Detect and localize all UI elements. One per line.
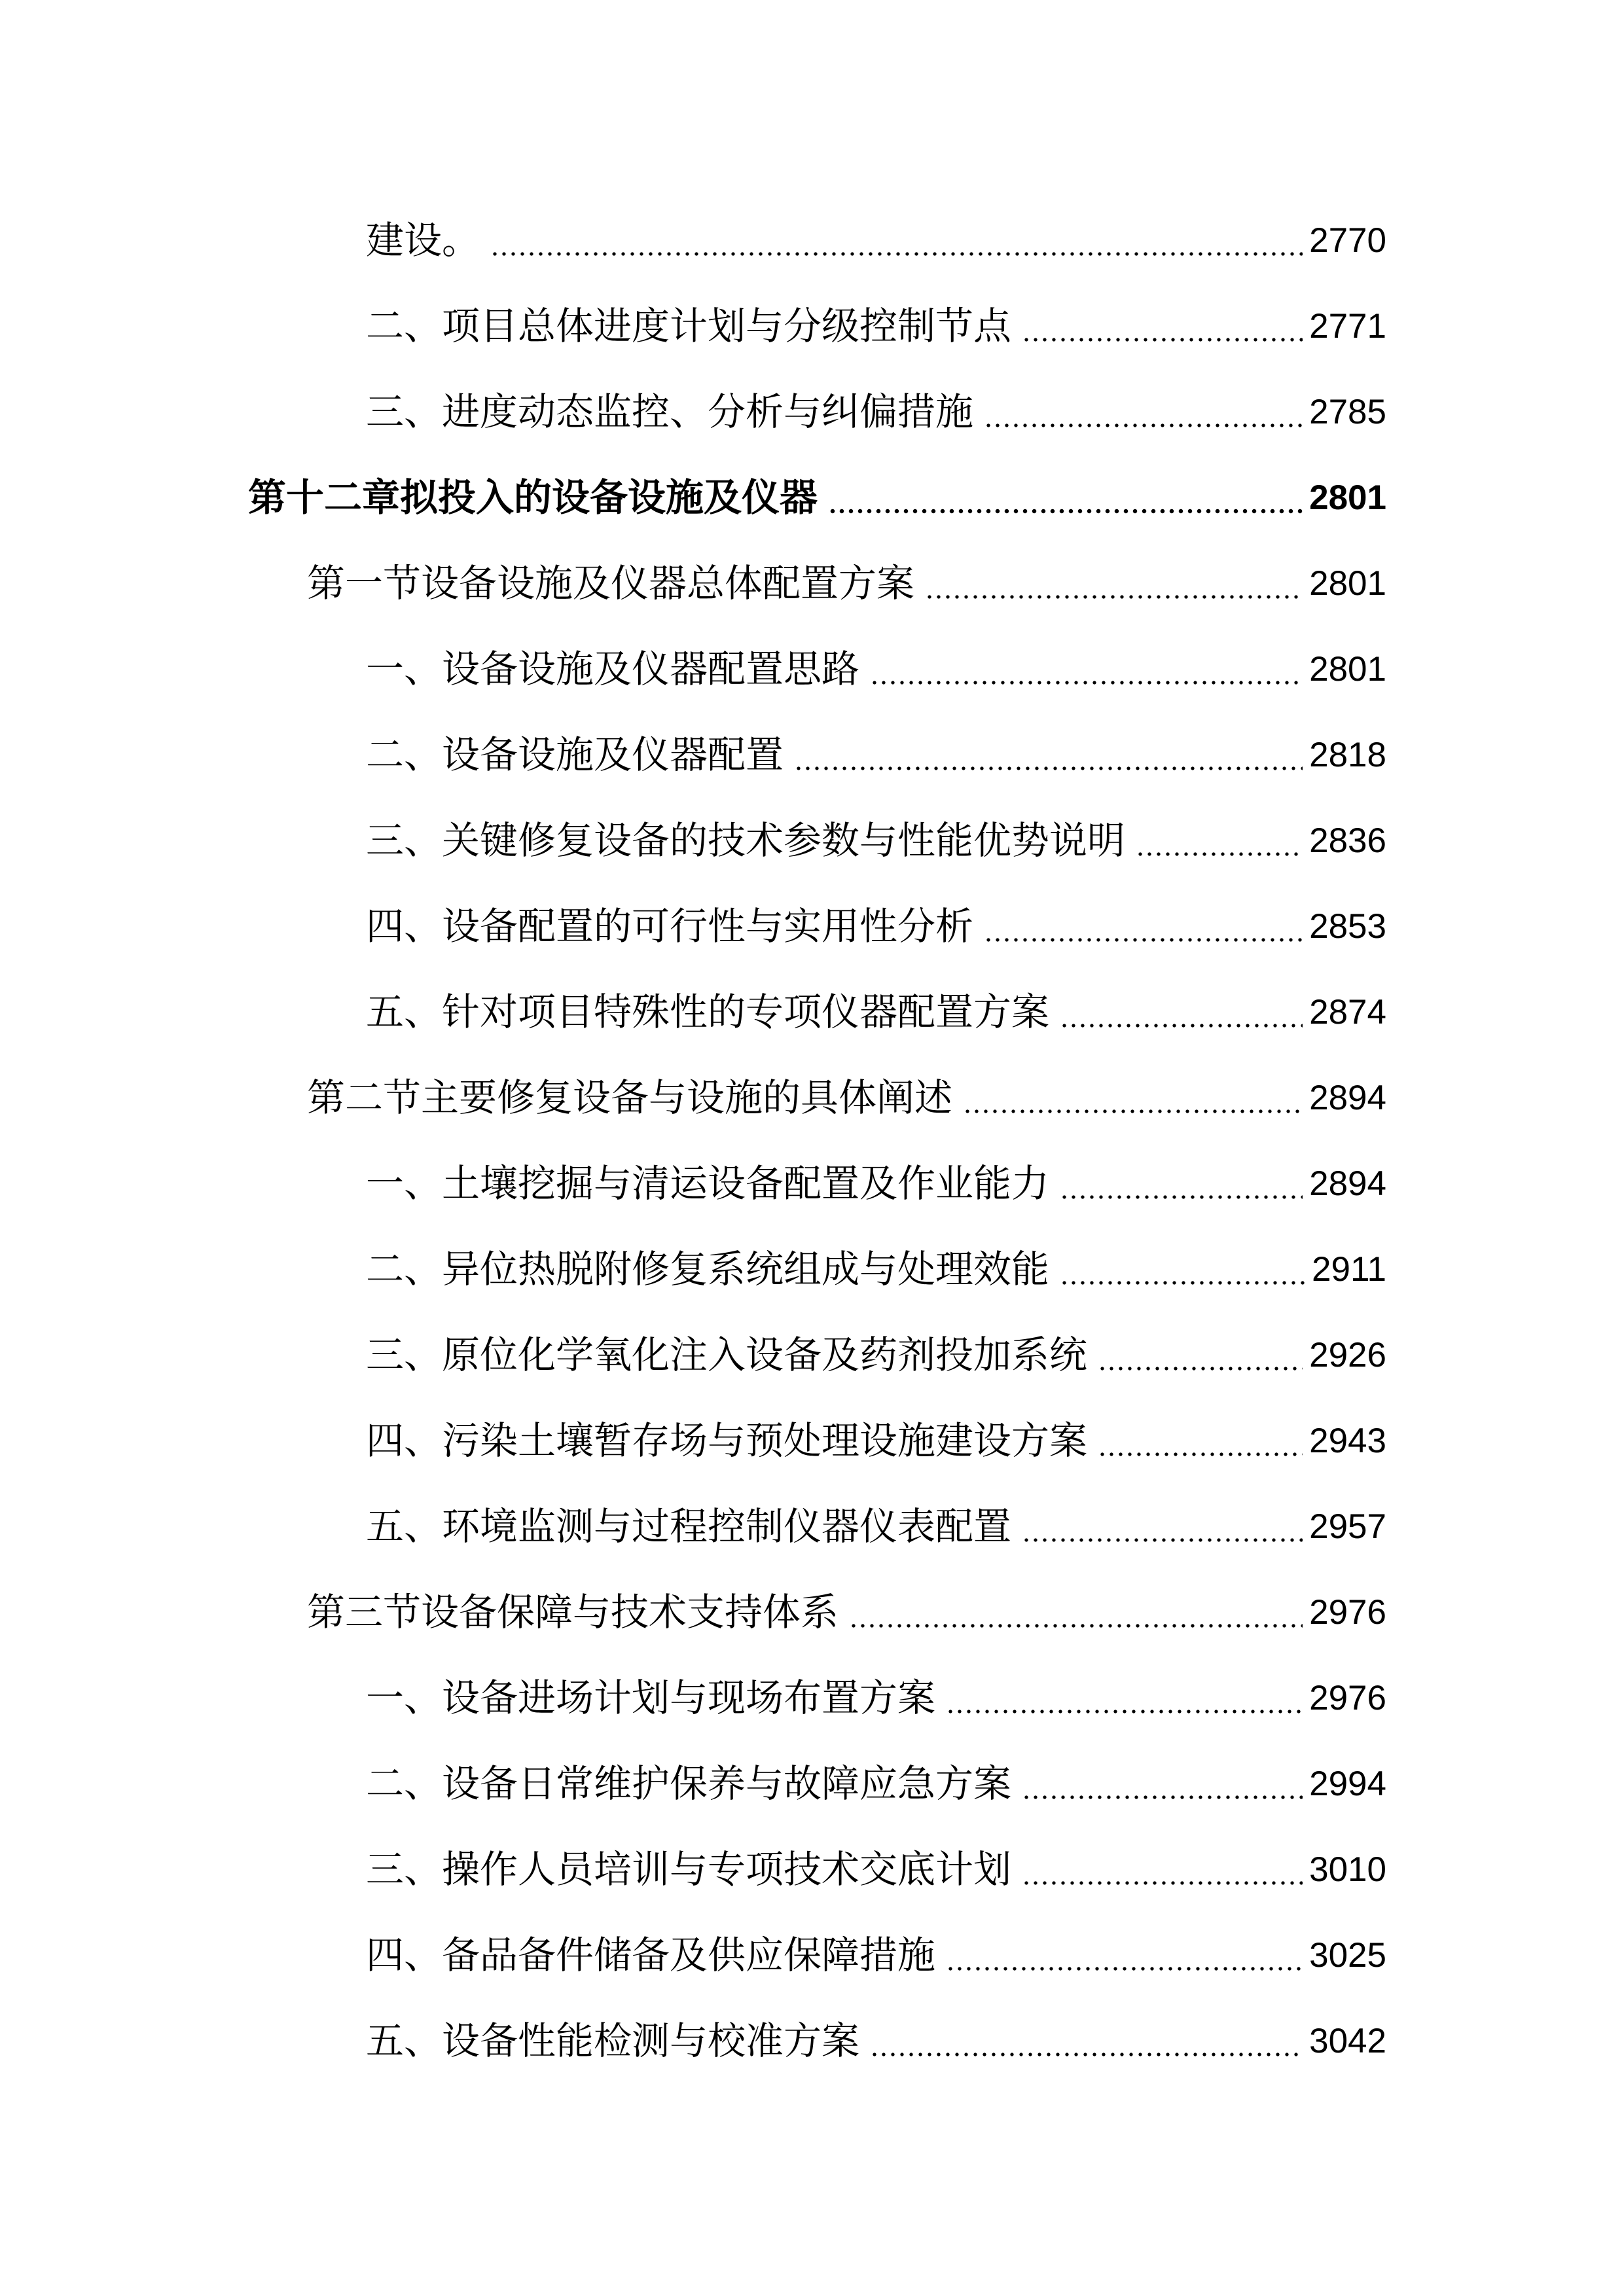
toc-section-page: 2976 xyxy=(1309,1592,1386,1632)
toc-dot-leader xyxy=(1136,822,1303,860)
toc-dot-leader xyxy=(984,393,1303,431)
toc-dot-leader xyxy=(963,1079,1303,1117)
toc-dot-leader xyxy=(870,651,1303,689)
toc-entry-page: 2957 xyxy=(1309,1507,1386,1546)
toc-entry-title: 二、异位热脱附修复系统组成与处理效能 xyxy=(366,1247,1050,1291)
toc-chapter-entry xyxy=(0,455,1386,541)
toc-entry-title: 三、关键修复设备的技术参数与性能优势说明 xyxy=(366,819,1126,862)
toc-entry xyxy=(0,884,1386,969)
toc-dot-leader xyxy=(1060,1251,1305,1289)
toc-entry-title: 五、针对项目特殊性的专项仪器配置方案 xyxy=(366,990,1050,1033)
toc-entry xyxy=(0,1998,1386,2084)
toc-entry-page: 2836 xyxy=(1309,821,1386,860)
toc-section-title: 第三节设备保障与技术支持体系 xyxy=(307,1590,839,1634)
toc-entry-title: 一、设备设施及仪器配置思路 xyxy=(366,647,860,691)
toc-dot-leader xyxy=(946,1679,1303,1717)
toc-entry-page: 3042 xyxy=(1309,2021,1386,2060)
toc-entry-page: 2785 xyxy=(1309,392,1386,431)
toc-entry-title: 三、操作人员培训与专项技术交底计划 xyxy=(366,1848,1012,1891)
toc-entry xyxy=(0,1484,1386,1570)
toc-dot-leader xyxy=(925,565,1303,603)
toc-section-page: 2801 xyxy=(1309,564,1386,603)
toc-dot-leader xyxy=(828,479,1303,517)
toc-entry-page: 2853 xyxy=(1309,906,1386,946)
toc-entry-page: 3010 xyxy=(1309,1850,1386,1889)
toc-entry xyxy=(0,626,1386,712)
toc-entry xyxy=(0,1655,1386,1741)
toc-dot-leader xyxy=(794,736,1303,774)
toc-entry-page: 2801 xyxy=(1309,649,1386,689)
toc-dot-leader xyxy=(870,2022,1303,2060)
toc-entry-title: 四、设备配置的可行性与实用性分析 xyxy=(366,905,974,948)
toc-section-entry xyxy=(0,1055,1386,1141)
toc-entry-page: 2926 xyxy=(1309,1335,1386,1374)
toc-entry xyxy=(0,969,1386,1055)
toc-entry-title: 建设。 xyxy=(366,219,480,262)
toc-entry-title: 四、备品备件储备及供应保障措施 xyxy=(366,1933,936,1977)
toc-dot-leader xyxy=(1022,1508,1303,1546)
toc-entry-page: 2818 xyxy=(1309,735,1386,774)
toc-entry-title: 一、设备进场计划与现场布置方案 xyxy=(366,1676,936,1719)
toc-chapter-title: 第十二章拟投入的设备设施及仪器 xyxy=(248,476,818,519)
toc-entry-title: 四、污染土壤暂存场与预处理设施建设方案 xyxy=(366,1419,1088,1462)
toc-entry-title: 二、项目总体进度计划与分级控制节点 xyxy=(366,304,1012,348)
toc-entry xyxy=(0,283,1386,369)
toc-entry-title: 五、环境监测与过程控制仪器仪表配置 xyxy=(366,1505,1012,1548)
toc-dot-leader xyxy=(1060,1165,1303,1203)
toc-entry-page: 2976 xyxy=(1309,1678,1386,1717)
table-of-contents xyxy=(0,198,1386,2084)
toc-entry-page: 2770 xyxy=(1309,221,1386,260)
toc-entry-page: 2771 xyxy=(1309,306,1386,346)
toc-entry-page: 2911 xyxy=(1312,1249,1386,1289)
toc-entry-page: 2874 xyxy=(1309,992,1386,1031)
toc-entry xyxy=(0,198,1386,283)
toc-entry xyxy=(0,369,1386,455)
toc-entry-title: 二、设备日常维护保养与故障应急方案 xyxy=(366,1762,1012,1805)
toc-entry-title: 一、土壤挖掘与清运设备配置及作业能力 xyxy=(366,1162,1050,1205)
toc-entry xyxy=(0,798,1386,884)
toc-section-page: 2894 xyxy=(1309,1078,1386,1117)
toc-chapter-page: 2801 xyxy=(1309,478,1386,517)
toc-entry-title: 二、设备设施及仪器配置 xyxy=(366,733,784,776)
toc-dot-leader xyxy=(1060,994,1303,1031)
toc-dot-leader xyxy=(1022,1765,1303,1803)
toc-entry xyxy=(0,1912,1386,1998)
toc-section-entry xyxy=(0,541,1386,626)
toc-entry xyxy=(0,1398,1386,1484)
toc-entry-title: 三、进度动态监控、分析与纠偏措施 xyxy=(366,390,974,433)
toc-entry xyxy=(0,1227,1386,1312)
toc-section-entry xyxy=(0,1570,1386,1655)
toc-dot-leader xyxy=(490,222,1303,260)
toc-dot-leader xyxy=(1098,1422,1303,1460)
toc-entry-title: 五、设备性能检测与校准方案 xyxy=(366,2019,860,2062)
toc-entry xyxy=(0,1141,1386,1227)
toc-dot-leader xyxy=(1098,1336,1303,1374)
toc-entry xyxy=(0,1312,1386,1398)
toc-section-title: 第一节设备设施及仪器总体配置方案 xyxy=(307,562,915,605)
toc-dot-leader xyxy=(849,1594,1303,1632)
toc-section-title: 第二节主要修复设备与设施的具体阐述 xyxy=(307,1076,953,1119)
toc-entry-page: 2943 xyxy=(1309,1421,1386,1460)
toc-entry-page: 2994 xyxy=(1309,1764,1386,1803)
toc-entry-page: 2894 xyxy=(1309,1164,1386,1203)
toc-dot-leader xyxy=(1022,308,1303,346)
toc-entry xyxy=(0,1827,1386,1912)
toc-dot-leader xyxy=(1022,1851,1303,1889)
toc-dot-leader xyxy=(984,908,1303,946)
toc-entry-page: 3025 xyxy=(1309,1935,1386,1975)
toc-entry xyxy=(0,1741,1386,1827)
toc-entry xyxy=(0,712,1386,798)
toc-dot-leader xyxy=(946,1937,1303,1975)
toc-entry-title: 三、原位化学氧化注入设备及药剂投加系统 xyxy=(366,1333,1088,1376)
